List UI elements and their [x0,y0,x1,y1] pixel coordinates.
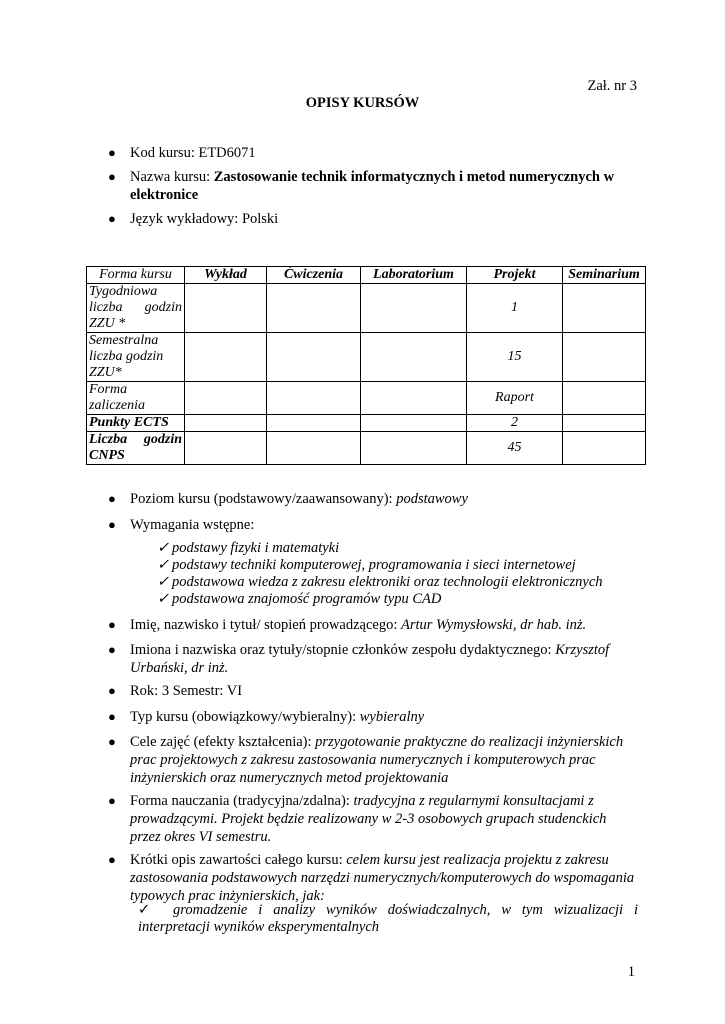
bullet-icon: ● [108,793,116,808]
row-label: Liczba godzin CNPS [87,432,185,465]
table-cell [361,415,467,432]
table-cell [267,284,361,333]
bullet-icon: ● [108,734,116,749]
course-name-item: ● Nazwa kursu: Zastosowanie technik informatycznych i metod numerycznych w elektronice [108,169,615,203]
bullet-icon: ● [108,852,116,867]
table-header: Wykład [185,267,267,284]
course-type-item: ● Typ kursu (obowiązkowy/wybieralny): wybieralny [108,709,425,725]
table-row [87,432,646,465]
course-name: Zastosowanie technik informatycznych i metod numerycznych w [213,169,615,185]
bullet-icon: ● [108,709,116,724]
table-cell [563,432,646,465]
table-cell [185,415,267,432]
table-header: Seminarium [563,267,646,284]
table-cell [361,382,467,415]
list-item: ✓ podstawowa wiedza z zakresu elektroniki oraz technologii elektronicznych [157,574,603,590]
row-label: Semestralna liczba godzin ZZU* [87,333,185,382]
bullet-icon: ● [108,617,116,632]
table-row [87,333,646,382]
table-header: Ćwiczenia [267,267,361,284]
table-cell [267,333,361,382]
list-item: ✓ podstawy fizyki i matematyki [157,540,340,556]
bullet-icon: ● [108,145,116,160]
table-header: Laboratorium [361,267,467,284]
checkmark-icon: ✓ [157,557,170,573]
table-cell [267,415,361,432]
goals-item: ● Cele zajęć (efekty kształcenia): przygotowanie praktyczne do realizacji inżynierskich prac projektowych z zakresu zastosowania numerycznych i komputerowych prac inżynierskich oraz numerycznych metod projektowania [108,734,624,786]
table-row [87,382,646,415]
table-cell [563,284,646,333]
table-cell: 45 [467,432,563,465]
table-cell [185,284,267,333]
table-cell [563,333,646,382]
page-number: 1 [627,964,635,980]
bullet-icon: ● [108,683,116,698]
bullet-icon: ● [108,491,116,506]
table-cell [267,432,361,465]
description-item: ● Krótki opis zawartości całego kursu: celem kursu jest realizacja projektu z zakresu zastosowania podstawowych narzędzi numerycznych/komputerowych do wspomagania typowych prac inżynierskich, jak: [108,852,635,904]
table-cell: 1 [467,284,563,333]
table-header: Projekt [467,267,563,284]
teaching-form-item: ● Forma nauczania (tradycyjna/zdalna): tradycyjna z regularnymi konsultacjami z prowadzącymi. Projekt będzie realizowany w 2-3 osobowych grupach studenckich przez okres VI semestru. [108,793,607,845]
table-header: Forma kursu [87,267,185,284]
table-cell [361,432,467,465]
level-item: ● Poziom kursu (podstawowy/zaawansowany): podstawowy [108,491,468,507]
row-label: Punkty ECTS [87,415,185,432]
table-cell: Raport [467,382,563,415]
table-cell [361,284,467,333]
checkmark-icon: ✓ [157,591,170,607]
row-label: Tygodniowa liczba godzin ZZU * [87,284,185,333]
prerequisites-list [157,540,603,608]
table-cell [185,432,267,465]
page-title: OPISY KURSÓW [305,95,420,111]
list-item: ✓ podstawy techniki komputerowej, programowania i sieci internetowej [157,557,576,573]
table-row [87,415,646,432]
table-cell [185,382,267,415]
checkmark-icon: ✓ [157,574,170,590]
table-cell [361,333,467,382]
list-item: ✓ podstawowa znajomość programów typu CAD [157,591,442,607]
table-cell [267,382,361,415]
prerequisites-item: ● Wymagania wstępne: [108,517,255,533]
bullet-icon: ● [108,211,116,226]
table-cell [563,415,646,432]
row-label: Forma zaliczenia [87,382,185,415]
table-row [87,284,646,333]
checkmark-icon: ✓ [157,540,170,556]
course-hours-table [86,266,646,465]
bullet-icon: ● [108,642,116,657]
description-subitem: ✓ gromadzenie i analizy wyników doświadczalnych, w tym wizualizacji i interpretacji wyników eksperymentalnych [138,902,638,935]
language-item: ● Język wykładowy: Polski [108,211,279,227]
table-cell: 2 [467,415,563,432]
table-cell: 15 [467,333,563,382]
table-cell [563,382,646,415]
team-item: ● Imiona i nazwiska oraz tytuły/stopnie członków zespołu dydaktycznego: Krzysztof Urbański, dr inż. [108,642,610,676]
annex-label: Zał. nr 3 [587,78,637,94]
lecturer-item: ● Imię, nazwisko i tytuł/ stopień prowadzącego: Artur Wymysłowski, dr hab. inż. [108,617,587,633]
table-header-row [87,267,646,284]
bullet-icon: ● [108,517,116,532]
year-semester-item: ● Rok: 3 Semestr: VI [108,683,243,699]
course-code-item: ● Kod kursu: ETD6071 [108,145,256,161]
checkmark-icon: ✓ [138,902,151,918]
table-cell [185,333,267,382]
bullet-icon: ● [108,169,116,184]
